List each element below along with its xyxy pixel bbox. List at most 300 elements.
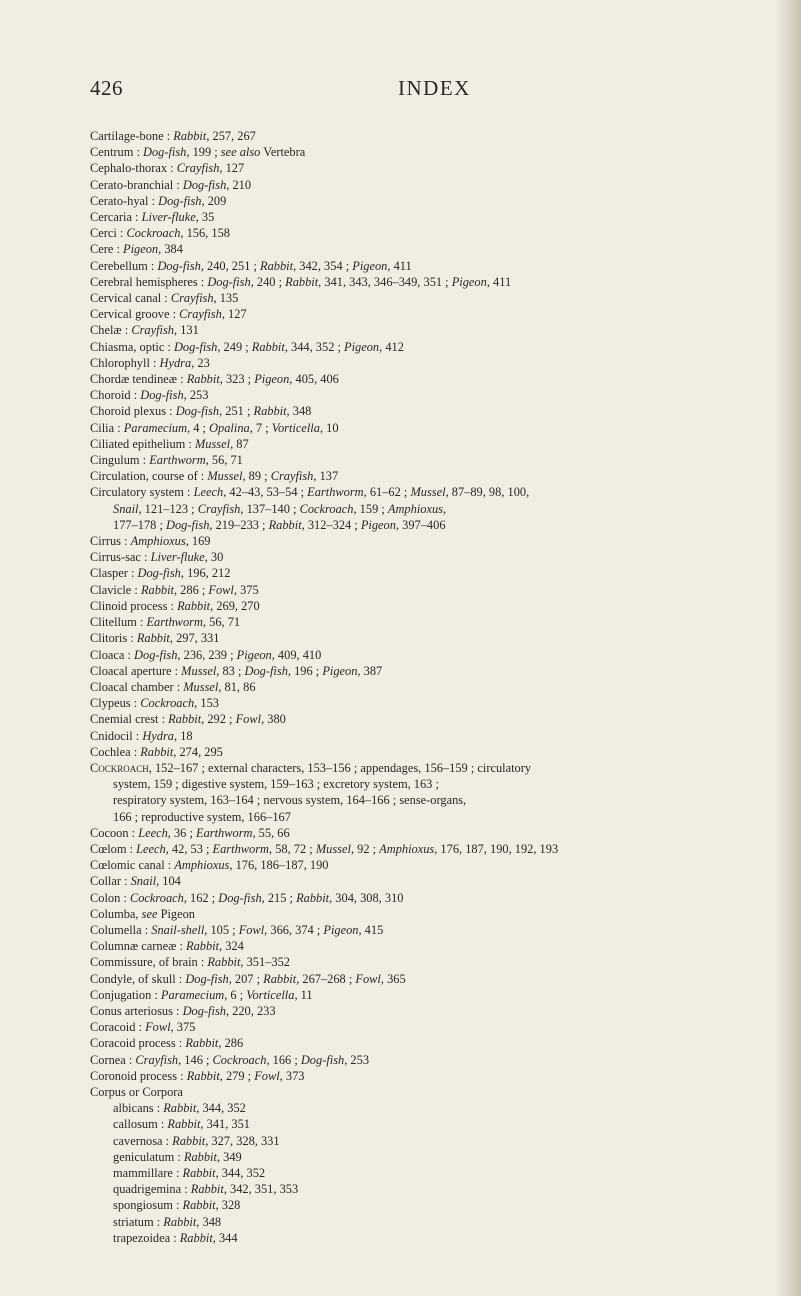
index-entry [90, 841, 796, 857]
entry-text: , 351–352 [240, 955, 290, 970]
index-subentry [90, 1181, 796, 1197]
entry-text: , 375 [233, 582, 259, 597]
organism-name: Rabbit [177, 598, 211, 613]
entry-text: , 373 [279, 1068, 305, 1083]
entry-text: , 341, 351 [200, 1117, 250, 1132]
organism-name: Crayfish [197, 501, 241, 516]
organism-name: Snail [113, 501, 139, 516]
entry-text: , 328 [215, 1198, 241, 1213]
organism-name: Earthworm [196, 825, 253, 840]
entry-text: , 292 ; [201, 712, 236, 727]
entry-text: Columnæ carneæ : [90, 939, 187, 954]
entry-text: , 297, 331 [169, 631, 220, 646]
entry-text: , 375 [170, 1020, 196, 1035]
entry-text: cavernosa : [113, 1133, 173, 1148]
entry-text: , 344, 352 [196, 1101, 246, 1116]
organism-name: Cockroach [140, 696, 195, 711]
organism-name: Dog-fish [137, 566, 181, 581]
organism-name: Earthworm [149, 453, 206, 468]
entry-text: , 267–268 ; [296, 971, 356, 986]
entry-text: Cerebellum : [90, 258, 158, 273]
entry-text: , 240 ; [250, 274, 286, 289]
entry-text: , 279 ; [219, 1068, 255, 1083]
entry-text: , 210 [226, 177, 252, 192]
organism-name: Dog-fish [182, 177, 227, 192]
entry-text: , 380 [261, 712, 286, 727]
entry-text: , 146 ; [178, 1052, 213, 1067]
entry-text: , 412 [379, 339, 404, 354]
entry-text: Cloacal chamber : [90, 679, 184, 694]
entry-text: , 135 [213, 291, 239, 306]
entry-text: , 153 [194, 696, 219, 711]
entry-text: , 152–167 ; external characters, 153–156 ; appendages, 156–159 ; circulatory [148, 760, 532, 775]
organism-name: Pigeon [344, 339, 380, 354]
organism-name: Leech [138, 825, 168, 840]
organism-name: Crayfish [170, 291, 214, 306]
index-entry [90, 258, 796, 274]
entry-text: Cloacal aperture : [90, 663, 182, 678]
index-entry [90, 355, 796, 371]
entry-text: , 366, 374 ; [264, 922, 324, 937]
organism-name: Rabbit [186, 1068, 220, 1083]
organism-name: Vorticella [271, 420, 320, 435]
entry-text: , 199 ; [186, 145, 221, 160]
entry-text: , 327, 328, 331 [205, 1133, 280, 1148]
entry-text: Coracoid process : [90, 1036, 186, 1051]
entry-text: , 341, 343, 346–349, 351 ; [318, 274, 452, 289]
entry-text: , 415 [358, 922, 384, 937]
index-entry [90, 160, 796, 176]
entry-text: system, 159 ; digestive system, 159–163 ; excretory system, 163 ; [113, 777, 439, 792]
entry-text: , 176, 187, 190, 192, 193 [434, 841, 559, 856]
entry-text: Conjugation : [90, 987, 161, 1002]
entry-text: Coracoid : [90, 1020, 146, 1035]
organism-name: Pigeon [123, 242, 159, 257]
entry-text: Cingulum : [90, 453, 150, 468]
index-entry [90, 663, 796, 679]
index-entry [90, 890, 796, 906]
organism-name: Earthworm [212, 841, 270, 856]
index-entry [90, 695, 796, 711]
entry-text: Chelæ : [90, 323, 132, 338]
index-entry [90, 128, 796, 144]
entry-text: , 274, 295 [173, 744, 223, 759]
organism-name: Rabbit [167, 1117, 201, 1132]
organism-name: Rabbit [263, 971, 297, 986]
organism-name: Mussel [207, 469, 243, 484]
entry-text: , 10 [319, 420, 339, 435]
entry-text: , 6 ; [224, 987, 247, 1002]
main-heading: Cockroach [90, 760, 149, 775]
organism-name: Rabbit [182, 1166, 216, 1180]
index-entry [90, 177, 796, 193]
entry-text: , 253 [344, 1052, 370, 1067]
entry-text: , 196, 212 [180, 566, 231, 581]
entry-text: Clinoid process : [90, 598, 178, 613]
entry-text: , 159 ; [353, 501, 388, 516]
organism-name: Rabbit [136, 631, 170, 646]
running-title: INDEX [398, 76, 471, 100]
entry-text: Chiasma, optic : [90, 339, 174, 354]
organism-name: Rabbit [173, 129, 207, 143]
entry-text: Clypeus : [90, 696, 141, 711]
organism-name: Vorticella [246, 987, 295, 1002]
organism-name: Cockroach [299, 501, 354, 516]
entry-text: , 215 ; [261, 890, 297, 905]
page-number: 426 [90, 76, 123, 100]
entry-text: , 387 [357, 663, 383, 678]
index-entry [90, 420, 796, 436]
organism-name: Rabbit [163, 1101, 197, 1116]
organism-name: Fowl [208, 582, 234, 597]
entry-text: , 18 [174, 728, 193, 743]
organism-name: Cockroach [129, 890, 184, 905]
entry-text: , 55, 66 [252, 825, 290, 840]
organism-name: Pigeon [254, 372, 290, 387]
entry-text: , 166 ; [266, 1052, 301, 1067]
entry-text: , 257, 267 [206, 129, 256, 143]
organism-name: Rabbit [251, 339, 285, 354]
entry-text: , 220, 233 [225, 1003, 276, 1018]
entry-text: 166 ; reproductive system, 166–167 [113, 809, 291, 824]
organism-name: Fowl [235, 712, 262, 727]
organism-name: Rabbit [260, 258, 294, 273]
index-entry [90, 679, 796, 695]
organism-name: Crayfish [270, 469, 314, 484]
organism-name: Liver-fluke [141, 210, 196, 225]
entry-text: Cervical canal : [90, 291, 171, 306]
organism-name: Rabbit [179, 1230, 213, 1245]
index-entry [90, 387, 796, 403]
entry-text: , 87–89, 98, 100, [445, 485, 530, 500]
organism-name: see [141, 906, 158, 921]
entry-text: , 249 ; [217, 339, 252, 354]
index-entry [90, 452, 796, 468]
entry-text: Cochlea : [90, 744, 141, 759]
index-entry [90, 971, 796, 987]
index-entry [90, 225, 796, 241]
organism-name: Leech [136, 841, 166, 856]
organism-name: Pigeon [352, 258, 388, 273]
organism-name: Amphioxus [379, 841, 435, 856]
organism-name: Amphioxus [387, 501, 443, 516]
entry-text: striatum : [113, 1214, 164, 1229]
entry-text: , 7 ; [249, 420, 272, 435]
entry-text: Cœlom : [90, 841, 137, 856]
entry-text: Cervical groove : [90, 307, 180, 322]
index-entry-continuation [90, 792, 796, 808]
entry-text: Corpus or Corpora [90, 1084, 183, 1099]
index-entry [90, 339, 796, 355]
entry-text: , 137 [313, 469, 339, 484]
index-entries [90, 128, 796, 1246]
entry-text: , 384 [158, 242, 183, 257]
organism-name: Rabbit [253, 404, 287, 419]
entry-text: , 397–406 [395, 517, 446, 532]
organism-name: Rabbit [186, 939, 220, 954]
organism-name: Pigeon [360, 517, 396, 532]
organism-name: Rabbit [207, 955, 241, 970]
entry-text: , 251 ; [219, 404, 254, 419]
entry-text: Cerato-hyal : [90, 193, 159, 208]
organism-name: Crayfish [179, 307, 222, 322]
index-entry [90, 290, 796, 306]
entry-text: , 411 [387, 258, 412, 273]
index-entry [90, 711, 796, 727]
entry-text: , 324 [219, 939, 244, 954]
entry-text: Cilia : [90, 420, 124, 435]
entry-text: Clitoris : [90, 631, 137, 646]
entry-text: Clitellum : [90, 615, 147, 630]
entry-text: , 23 [191, 355, 210, 370]
entry-text: Conus arteriosus : [90, 1003, 183, 1018]
entry-text: , 344, 352 ; [284, 339, 345, 354]
index-entry [90, 484, 796, 500]
index-entry [90, 565, 796, 581]
index-entry [90, 1052, 796, 1068]
organism-name: Pigeon [322, 663, 358, 678]
entry-text: , [442, 501, 447, 516]
entry-text: , 56, 71 [202, 615, 241, 630]
entry-text: , 104 [156, 874, 181, 889]
index-subentry [90, 1230, 796, 1246]
index-entry-continuation [90, 501, 796, 517]
organism-name: Rabbit [296, 890, 330, 905]
entry-text: , 365 [380, 971, 406, 986]
index-entry [90, 630, 796, 646]
entry-text: , 348 [196, 1214, 222, 1229]
entry-text: Cerato-branchial : [90, 177, 183, 192]
index-entry [90, 614, 796, 630]
entry-text: Pigeon [157, 906, 195, 921]
entry-text: , 286 [218, 1036, 244, 1051]
entry-text: Vertebra [260, 145, 306, 160]
index-subentry [90, 1214, 796, 1230]
index-entry-continuation [90, 776, 796, 792]
entry-text: , 409, 410 [271, 647, 322, 662]
entry-text: Commissure, of brain : [90, 955, 208, 970]
index-subentry [90, 1197, 796, 1213]
organism-name: Fowl [355, 971, 381, 986]
entry-text: respiratory system, 163–164 ; nervous system, 164–166 ; sense-organs, [113, 793, 467, 808]
entry-text: , 348 [286, 404, 312, 419]
index-subentry [90, 1100, 796, 1116]
organism-name: Mussel [410, 485, 446, 500]
organism-name: Dog-fish [244, 663, 288, 678]
organism-name: Rabbit [268, 517, 302, 532]
organism-name: Cockroach [212, 1052, 267, 1067]
entry-text: Chordæ tendineæ : [90, 372, 187, 387]
entry-text: , 11 [294, 987, 313, 1002]
organism-name: Snail [130, 874, 157, 889]
entry-text: 177–178 ; [113, 517, 167, 532]
index-entry [90, 1003, 796, 1019]
index-entry [90, 274, 796, 290]
entry-text: , 81, 86 [218, 679, 256, 694]
index-entry [90, 1084, 796, 1100]
organism-name: Rabbit [285, 274, 319, 289]
index-entry [90, 954, 796, 970]
index-entry [90, 306, 796, 322]
entry-text: Cocoon : [90, 825, 139, 840]
entry-text: Circulation, course of : [90, 469, 208, 484]
entry-text: , 304, 308, 310 [329, 890, 404, 905]
entry-text: , 35 [195, 210, 215, 225]
entry-text: Cnidocil : [90, 728, 143, 743]
index-entry-continuation [90, 809, 796, 825]
organism-name: Dog-fish [185, 971, 229, 986]
organism-name: Rabbit [172, 1133, 206, 1148]
entry-text: Circulatory system : [90, 485, 194, 500]
index-entry [90, 193, 796, 209]
entry-text: Cnemial crest : [90, 712, 169, 727]
entry-text: , 411 [486, 274, 512, 289]
index-entry [90, 582, 796, 598]
organism-name: Dog-fish [218, 890, 262, 905]
entry-text: , 323 ; [219, 372, 255, 387]
entry-text: , 349 [216, 1149, 242, 1164]
organism-name: Crayfish [176, 161, 220, 176]
organism-name: Snail-shell [151, 922, 205, 937]
entry-text: Cercaria : [90, 210, 142, 225]
entry-text: , 269, 270 [210, 598, 260, 613]
entry-text: mammillare : [113, 1166, 183, 1180]
entry-text: , 344 [212, 1230, 238, 1245]
entry-text: , 83 ; [216, 663, 245, 678]
entry-text: albicans : [113, 1101, 164, 1116]
entry-text: Choroid : [90, 388, 141, 403]
organism-name: Fowl [254, 1068, 280, 1083]
organism-name: Dog-fish [140, 388, 184, 403]
index-entry [90, 436, 796, 452]
organism-name: Rabbit [140, 744, 174, 759]
entry-text: , 156, 158 [180, 226, 230, 241]
entry-text: callosum : [113, 1117, 168, 1132]
organism-name: Fowl [145, 1020, 171, 1035]
index-subentry [90, 1149, 796, 1165]
organism-name: Mussel [183, 679, 219, 694]
organism-name: Leech [193, 485, 224, 500]
entry-text: , 121–123 ; [138, 501, 198, 516]
organism-name: Crayfish [131, 323, 174, 338]
entry-text: , 286 ; [173, 582, 209, 597]
organism-name: Rabbit [183, 1149, 217, 1164]
organism-name: see also [220, 145, 261, 160]
entry-text: , 56, 71 [205, 453, 243, 468]
organism-name: Rabbit [190, 1182, 224, 1197]
entry-text: , 196 ; [287, 663, 323, 678]
organism-name: Rabbit [168, 712, 202, 727]
index-entry [90, 938, 796, 954]
entry-text: , 92 ; [350, 841, 380, 856]
entry-text: , 127 [219, 161, 245, 176]
organism-name: Earthworm [146, 615, 203, 630]
index-entry [90, 728, 796, 744]
organism-name: Cockroach [126, 226, 181, 241]
index-entry [90, 647, 796, 663]
organism-name: Mussel [181, 663, 217, 678]
index-entry [90, 760, 796, 776]
index-subentry [90, 1133, 796, 1149]
organism-name: Opalina [209, 420, 250, 435]
entry-text: Centrum : [90, 145, 143, 160]
organism-name: Dog-fish [173, 339, 218, 354]
organism-name: Liver-fluke [150, 550, 205, 565]
organism-name: Mussel [315, 841, 351, 856]
entry-text: , 42–43, 53–54 ; [223, 485, 308, 500]
index-subentry [90, 1116, 796, 1132]
index-entry [90, 468, 796, 484]
entry-text: Columella : [90, 922, 152, 937]
organism-name: Dog-fish [157, 258, 201, 273]
entry-text: , 105 ; [204, 922, 239, 937]
index-entry [90, 857, 796, 873]
entry-text: , 89 ; [242, 469, 271, 484]
entry-text: Cartilage-bone : [90, 129, 174, 143]
organism-name: Amphioxus [130, 534, 186, 549]
index-entry [90, 322, 796, 338]
entry-text: , 207 ; [228, 971, 264, 986]
organism-name: Earthworm [307, 485, 364, 500]
entry-text: , 240, 251 ; [200, 258, 261, 273]
entry-text: , 58, 72 ; [269, 841, 316, 856]
page-header [90, 76, 710, 106]
index-entry [90, 922, 796, 938]
entry-text: , 162 ; [183, 890, 219, 905]
index-entry [90, 744, 796, 760]
organism-name: Hydra [159, 355, 192, 370]
organism-name: Dog-fish [207, 274, 251, 289]
organism-name: Dog-fish [300, 1052, 345, 1067]
entry-text: Coronoid process : [90, 1068, 187, 1083]
organism-name: Rabbit [185, 1036, 219, 1051]
entry-text: , 236, 239 ; [177, 647, 237, 662]
organism-name: Dog-fish [166, 517, 210, 532]
entry-text: , 342, 354 ; [293, 258, 353, 273]
organism-name: Pigeon [451, 274, 487, 289]
entry-text: , 253 [183, 388, 209, 403]
organism-name: Hydra [142, 728, 174, 743]
index-entry [90, 598, 796, 614]
organism-name: Dog-fish [175, 404, 220, 419]
index-entry [90, 825, 796, 841]
entry-text: , 405, 406 [289, 372, 339, 387]
index-entry [90, 873, 796, 889]
index-entry [90, 1035, 796, 1051]
organism-name: Paramecium [123, 420, 188, 435]
entry-text: , 137–140 ; [240, 501, 300, 516]
organism-name: Rabbit [182, 1198, 216, 1213]
entry-text: Cornea : [90, 1052, 136, 1067]
index-entry [90, 906, 796, 922]
entry-text: Cere : [90, 242, 124, 257]
index-entry [90, 144, 796, 160]
entry-text: , 131 [174, 323, 199, 338]
index-entry [90, 1019, 796, 1035]
entry-text: Cirrus : [90, 534, 131, 549]
entry-text: Cerci : [90, 226, 127, 241]
organism-name: Rabbit [140, 582, 174, 597]
organism-name: Crayfish [135, 1052, 179, 1067]
organism-name: Paramecium [160, 987, 225, 1002]
entry-text: , 87 [230, 436, 249, 451]
entry-text: , 169 [185, 534, 211, 549]
organism-name: Fowl [238, 922, 265, 937]
index-entry [90, 403, 796, 419]
index-entry [90, 371, 796, 387]
entry-text: , 127 [221, 307, 247, 322]
index-subentry [90, 1165, 796, 1181]
